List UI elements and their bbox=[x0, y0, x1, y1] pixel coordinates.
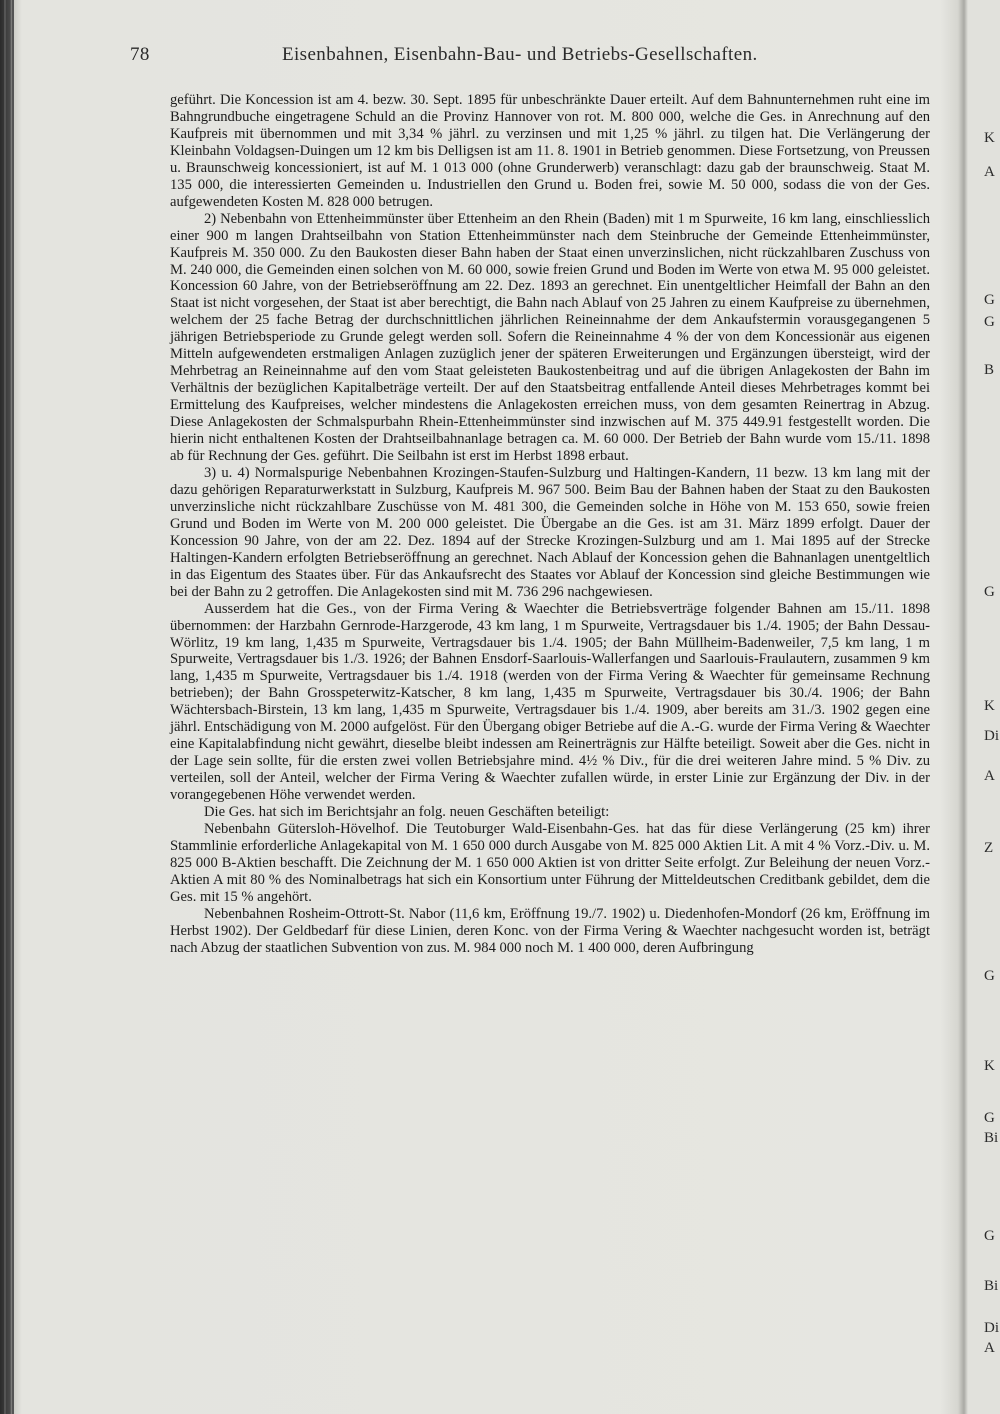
paragraph: Die Ges. hat sich im Berichtsjahr an folg. neuen Geschäften beteiligt: bbox=[204, 804, 610, 821]
margin-letter: A bbox=[984, 1340, 995, 1356]
body-text bbox=[170, 92, 930, 957]
page-number: 78 bbox=[130, 44, 150, 65]
margin-letter: G bbox=[984, 584, 995, 600]
margin-letter: G bbox=[984, 292, 995, 308]
margin-letter: Di bbox=[984, 1320, 999, 1336]
binding-edge bbox=[4, 0, 6, 1414]
margin-letter: G bbox=[984, 314, 995, 330]
paragraph: Ausserdem hat die Ges., von der Firma Vering & Waechter die Betriebsverträge folgender Bahnen am 15./11. 1898 übernommen: der Harzbahn Gernrode-Harzgerode, 43 km lang, 1 m Spurweite, Vertragsdauer bis 1./4. 1905; der Bahn Dessau-Wörlitz, 19 km lang, 1,435 m Spurweite, Vertragsdauer bis 1./4. 1905; der Bahn Müllheim-Badenweiler, 7,5 km lang, 1 m Spurweite, Vertragsdauer bis 1./3. 1926; der Bahnen Ensdorf-Saarlouis-Wallerfangen und Saarlouis-Fraulautern, zusammen 9 km lang, 1,435 m Spurweite, Vertragsdauer bis 1./4. 1918 (werden von der Firma Vering & Waechter für gemeinsame Rechnung betrieben); der Bahn Grosspeterwitz-Katscher, 8 km lang, 1,435 m Spurweite, Vertragsdauer bis 30./4. 1906; der Bahn Wächtersbach-Birstein, 13 km lang, 1,435 m Spurweite, Vertragsdauer bis 1./4. 1909, aber bereits am 31./3. 1902 gegen eine jährl. Entschädigung von M. 2000 aufgelöst. Für den Übergang obiger Betriebe auf die A.-G. wurde der Firma Vering & Waechter eine Kapitalabfindung nicht gewährt, dieselbe bleibt indessen am Reinerträgnis zur Hälfte beteiligt. Soweit aber die Ges. nicht in der Lage sein sollte, für die ersten zwei vollen Betriebsjahre mind. 4½ % Div., für die drei weiteren Jahre mind. 5 % Div. zu verteilen, soll der Anteil, welcher der Firma Vering & Waechter zufallen würde, in erster Linie zur Ergänzung der Div. in der vorangegebenen Höhe verwendet werden. bbox=[170, 600, 930, 804]
paragraph: geführt. Die Koncession ist am 4. bezw. 30. Sept. 1895 für unbeschränkte Dauer erteilt. Auf dem Bahnunternehmen ruht eine im Bahngrundbuche eingetragene Schuld an die Provinz Hannover von rot. M. 800 000, welche die Ges. in Anrechnung auf den Kaufpreis mit übernommen und mit 3,34 % jährl. zu verzinsen und mit 1,25 % jährl. zu tilgen hat. Die Verlängerung der Kleinbahn Voldagsen-Duingen um 12 km bis Delligsen ist am 11. 8. 1901 in Betrieb genommen. Diese Fortsetzung, von Preussen u. Braunschweig koncessioniert, ist auf M. 1 013 000 (ohne Grunderwerb) veranschlagt: dazu gab der braunschweig. Staat M. 135 000, die interessierten Gemeinden u. Industriellen den Grund u. Boden frei, sowie M. 50 000, sodass die von der Ges. aufgewendeten Kosten M. 828 000 betrugen. bbox=[170, 92, 930, 210]
paragraph: Nebenbahnen Rosheim-Ottrott-St. Nabor (11,6 km, Eröffnung 19./7. 1902) u. Diedenhofen-Mondorf (26 km, Eröffnung im Herbst 1902). Der Geldbedarf für diese Linien, deren Konc. von der Firma Vering & Waechter nachgesucht worden ist, beträgt nach Abzug der staatlichen Subvention von zus. M. 984 000 noch M. 1 400 000, deren Aufbringung bbox=[170, 905, 930, 956]
binding-edge-inner bbox=[12, 0, 14, 1414]
margin-letter: Z bbox=[984, 840, 994, 856]
margin-letter: K bbox=[984, 130, 995, 146]
margin-letter: Bi bbox=[984, 1130, 999, 1146]
paragraph: Nebenbahn Gütersloh-Hövelhof. Die Teutoburger Wald-Eisenbahn-Ges. hat das für diese Verlängerung (25 km) ihrer Stammlinie erforderliche Anlagekapital von M. 1 650 000 durch Ausgabe von M. 825 000 Aktien Lit. A mit 4 % Vorz.-Div. u. M. 825 000 B-Aktien beschafft. Die Zeichnung der M. 1 650 000 Aktien ist von dritter Seite erfolgt. Zur Beleihung der neuen Vorz.-Aktien A mit 80 % des Nominalbetrags hat sich ein Konsortium unter Führung der Mitteldeutschen Creditbank gebildet, dem die Ges. mit 15 % angehört. bbox=[170, 820, 930, 905]
margin-letter: K bbox=[984, 698, 995, 714]
adjacent-page-fragment bbox=[972, 0, 1000, 1414]
margin-letter: G bbox=[984, 968, 995, 984]
margin-letter: G bbox=[984, 1110, 995, 1126]
paragraph: 2) Nebenbahn von Ettenheimmünster über Ettenheim an den Rhein (Baden) mit 1 m Spurweite, 16 km lang, einschliesslich einer 900 m langen Drahtseilbahn von Station Ettenheimmünster nach dem Steinbruche der Gemeinde Ettenheimmünster, Kaufpreis M. 350 000. Zu den Baukosten dieser Bahn haben der Staat einen unverzinslichen, nicht rückzahlbaren Zuschuss von M. 240 000, die Gemeinden einen solchen von M. 60 000, sowie freien Grund und Boden im Werte von etwa M. 95 000 geleistet. Koncession 60 Jahre, von der Betriebseröffnung am 22. Dez. 1893 an gerechnet. Ein unentgeltlicher Heimfall der Bahn an den Staat ist nicht vorgesehen, der Staat ist aber berechtigt, die Bahn nach Ablauf von 25 Jahren zu einem Kaufpreise zu übernehmen, welchem der 25 fache Betrag der durchschnittlichen jährlichen Reineinnahme der dem Ankaufstermin vorausgegangenen 5 jährigen Betriebsperiode zu Grunde gelegt werden soll. Sofern die Reineinnahme 4 % der von dem Koncessionär aus eigenen Mitteln aufgewendeten erstmaligen Anlagen zuzüglich jener der späteren Erweiterungen und Ergänzungen übersteigt, wird der Mehrbetrag an Reineinnahme auf den vom Staat geleisteten Baukostenbeitrag und auf die übrigen Anlagekosten der Bahn im Verhältnis der bezüglichen Kapitalbeträge verteilt. Der auf den Staatsbeitrag entfallende Anteil dieses Mehrbetrages kommt bei Ermittelung des Kaufpreises, welcher mindestens die Anlagekosten erreichen muss, von dem gesamten Reinertrag in Abzug. Diese Anlagekosten der Schmalspurbahn Rhein-Ettenheimmünster sind inzwischen auf M. 375 449.91 festgestellt worden. Die hierin nicht enthaltenen Kosten der Drahtseilbahnanlage betragen ca. M. 60 000. Der Betrieb der Bahn wurde vom 15./11. 1898 ab für Rechnung der Ges. geführt. Die Seilbahn ist erst im Herbst 1898 erbaut. bbox=[170, 210, 930, 465]
margin-letter: Bi bbox=[984, 1278, 999, 1294]
running-title: Eisenbahnen, Eisenbahn-Bau- und Betriebs-Gesellschaften. bbox=[282, 44, 758, 65]
margin-letter: A bbox=[984, 768, 995, 784]
margin-letter: A bbox=[984, 164, 995, 180]
paragraph: 3) u. 4) Normalspurige Nebenbahnen Krozingen-Staufen-Sulzburg und Haltingen-Kandern, 11 bezw. 13 km lang mit der dazu gehörigen Reparaturwerkstatt in Sulzburg, Kaufpreis M. 967 500. Beim Bau der Bahnen haben der Staat zu den Baukosten unverzinsliche nicht rückzahlbare Zuschüsse von M. 481 300, die Gemeinden solche in Höhe von M. 153 650, sowie freien Grund und Boden im Werte von M. 200 000 geleistet. Die Übergabe an die Ges. ist am 31. März 1899 erfolgt. Dauer der Koncession 90 Jahre, von der am 22. Dez. 1894 auf der Strecke Krozingen-Sulzburg und am 1. Mai 1895 auf der Strecke Haltingen-Kandern erfolgten Betriebseröffnung an gerechnet. Nach Ablauf der Koncession gehen die Bahnanlagen unentgeltlich in das Eigentum des Staates über. Für das Ankaufsrecht des Staates vor Ablauf der Koncession sind gleiche Bestimmungen wie bei der Bahn zu 2 getroffen. Die Anlagekosten sind mit M. 736 296 nachgewiesen. bbox=[170, 464, 930, 600]
margin-letter: G bbox=[984, 1228, 995, 1244]
margin-letter: B bbox=[984, 362, 995, 378]
margin-letter: Di bbox=[984, 728, 999, 744]
margin-letter: K bbox=[984, 1058, 995, 1074]
